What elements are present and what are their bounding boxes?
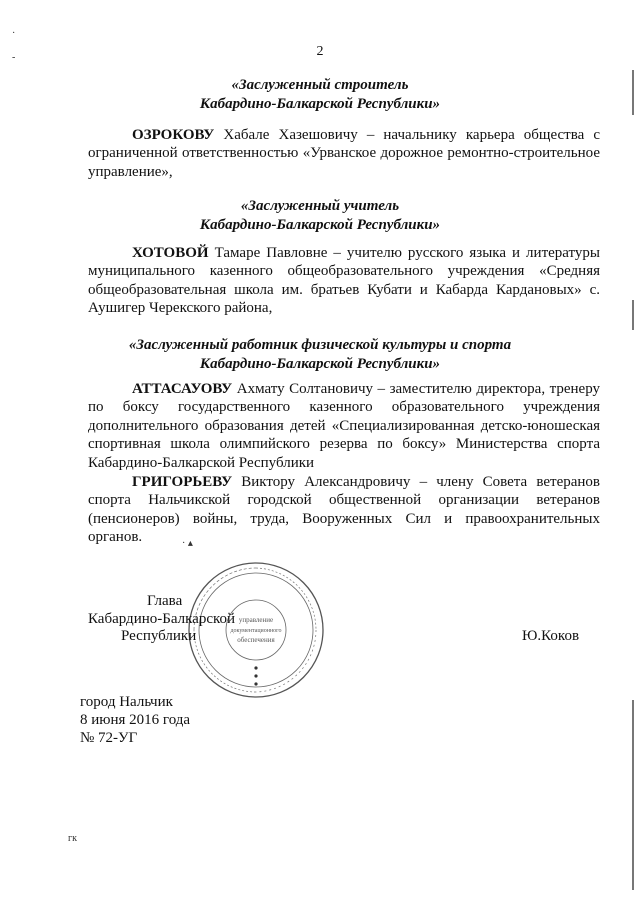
seal-text-line: управление <box>238 616 274 624</box>
heading-line: «Заслуженный работник физической культуры и спорта <box>128 337 512 353</box>
official-seal-stamp <box>186 560 326 700</box>
scan-speck: - <box>12 52 16 63</box>
signature-title-line: Республики <box>121 628 197 644</box>
footer-number: № 72-УГ <box>80 730 138 746</box>
section-2-heading <box>0 197 640 235</box>
signature-title-line: Кабардино-Балкарской <box>88 611 236 627</box>
awardee-name: АТТАСАУОВУ <box>132 381 233 397</box>
awardee-khotova <box>88 244 600 318</box>
awardee-text: Ахмату Солтановичу – заместителю директора, тренеру по боксу государственного казенного образовательного учреждения дополнительного образования детей «Специализированная детско-юношеская спортивная школа олимпийского резерва по боксу» Министерства спорта Кабардино-Балкарской Республики <box>88 381 600 471</box>
awardee-name: ГРИГОРЬЕВУ <box>132 474 233 490</box>
signature-title-line: Глава <box>147 593 183 609</box>
corner-mark: гк <box>68 833 77 844</box>
heading-line: «Заслуженный учитель <box>240 198 400 214</box>
footer-date: 8 июня 2016 года <box>80 712 191 728</box>
awardee-text: Тамаре Павловне – учителю русского языка и литературы муниципального казенного общеобразовательного учреждения «Средняя общеобразовательная школа им. братьев Кубати и Кабарда Кардановых» с. Аушигер Черекского района, <box>88 245 600 317</box>
seal-text-line: документационного <box>230 628 282 634</box>
awardee-name: ОЗРОКОВУ <box>132 127 215 143</box>
footer-city: город Нальчик <box>80 694 173 710</box>
heading-line: Кабардино-Балкарской Республики» <box>199 96 441 112</box>
section-1-heading <box>0 76 640 114</box>
heading-line: «Заслуженный строитель <box>231 77 409 93</box>
seal-text-line: обеспечения <box>237 636 275 644</box>
scan-edge-line <box>632 70 634 115</box>
awardee-text: Хабале Хазешовичу – начальнику карьера общества с ограниченной ответственностью «Урванское дорожное ремонтно-строительное управление», <box>88 127 600 180</box>
scan-edge-line <box>632 300 634 330</box>
awardee-attasaouv <box>88 380 600 472</box>
heading-line: Кабардино-Балкарской Республики» <box>199 356 441 372</box>
section-3-heading <box>0 336 640 374</box>
signatory-name: Ю.Коков <box>522 628 580 644</box>
scan-edge-line <box>632 700 634 890</box>
awardee-grigoriev <box>88 473 600 547</box>
page-number: 2 <box>316 44 324 59</box>
awardee-name: ХОТОВОЙ <box>132 245 209 261</box>
heading-line: Кабардино-Балкарской Республики» <box>199 217 441 233</box>
awardee-ozrokov <box>88 126 600 181</box>
scan-speck: · <box>12 28 16 39</box>
scan-speck: · ▴ <box>182 538 193 549</box>
awardee-text: Виктору Александровичу – члену Совета ветеранов спорта Нальчикской городской общественной организации ветеранов (пенсионеров) войны, труда, Вооруженных Сил и правоохранительных органов. <box>88 474 600 546</box>
